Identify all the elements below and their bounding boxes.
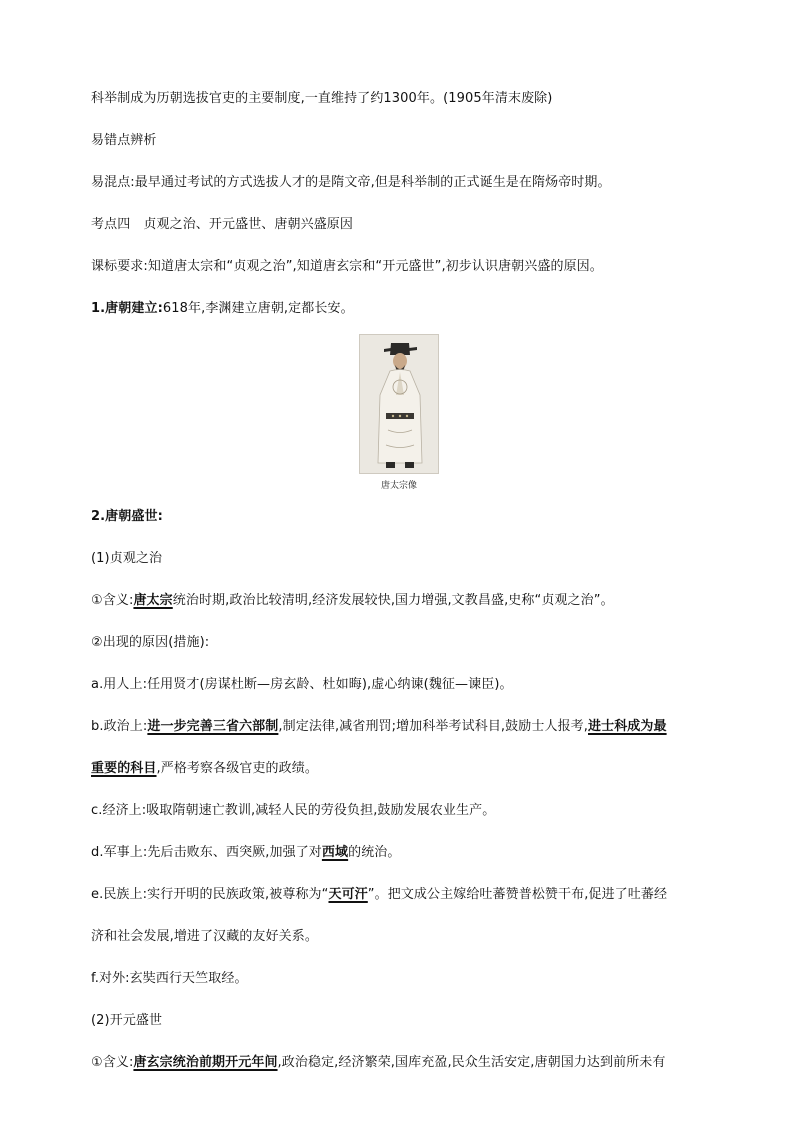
text-segment: e.民族上:实行开明的民族政策,被尊称为“ [91,887,329,902]
text-segment: d.军事上:先后击败东、西突厥,加强了对 [91,845,322,860]
paragraph-economy: c.经济上:吸取隋朝速亡教训,减轻人民的劳役负担,鼓励发展农业生产。 [91,803,496,818]
figure-tang-taizong [359,334,439,491]
text-segment: 的统治。 [348,845,401,860]
paragraph-curriculum-requirement: 课标要求:知道唐太宗和“贞观之治”,知道唐玄宗和“开元盛世”,初步认识唐朝兴盛的原因。 [91,259,603,274]
text-segment: 统治时期,政治比较清明,经济发展较快,国力增强,文教昌盛,史称“贞观之治”。 [172,593,614,608]
heading-zhenguan-reasons: ②出现的原因(措施): [91,635,210,650]
section-error-analysis: 易错点辨析 [91,133,157,148]
text-segment: ①含义: [91,593,134,608]
keyword-tian-kehan: 天可汗 [328,887,368,902]
heading-zhenguan: (1)贞观之治 [91,551,163,566]
paragraph-ethnic-cont: 济和社会发展,增进了汉藏的友好关系。 [91,929,318,944]
keyword-kaiyuan-era: 唐玄宗统治前期开元年间 [133,1055,278,1070]
heading-tang-prosperity: 2.唐朝盛世: [91,509,163,524]
figure-caption: 唐太宗像 [380,481,417,491]
paragraph-politics-cont [91,760,704,778]
label-tang-founding: 1.唐朝建立: [91,301,163,316]
keyword-tang-taizong: 唐太宗 [133,593,173,608]
text-segment: ,制定法律,减省刑罚;增加科举考试科目,鼓励士人报考, [278,719,588,734]
keyword-western-regions: 西域 [321,845,349,860]
text-segment: ①含义: [91,1055,134,1070]
text-segment: ,严格考察各级官吏的政绩。 [156,761,318,776]
portrait-image [359,334,439,474]
paragraph-keju-duration: 科举制成为历朝选拔官吏的主要制度,一直维持了约1300年。(1905年清末废除) [91,91,553,106]
heading-kaodian-4: 考点四 贞观之治、开元盛世、唐朝兴盛原因 [91,217,354,232]
paragraph-personnel: a.用人上:任用贤才(房谋杜断—房玄龄、杜如晦),虚心纳谏(魏征—谏臣)。 [91,677,513,692]
paragraph-kaiyuan-meaning [91,1054,704,1072]
paragraph-military [91,844,704,862]
keyword-three-departments: 进一步完善三省六部制 [147,719,279,734]
paragraph-tang-founding [91,300,704,318]
heading-kaiyuan: (2)开元盛世 [91,1013,163,1028]
text-segment: b.政治上: [91,719,148,734]
paragraph-confusion-point: 易混点:最早通过考试的方式选拔人才的是隋文帝,但是科举制的正式诞生是在隋炀帝时期。 [91,175,611,190]
paragraph-ethnic [91,886,704,904]
text-segment: ”。把文成公主嫁给吐蕃赞普松赞干布,促进了吐蕃经 [367,887,668,902]
text-segment: ,政治稳定,经济繁荣,国库充盈,民众生活安定,唐朝国力达到前所未有 [277,1055,666,1070]
keyword-jinshi: 进士科成为最 [588,719,667,734]
paragraph-zhenguan-meaning [91,592,704,610]
text-tang-founding: 618年,李渊建立唐朝,定都长安。 [162,301,354,316]
paragraph-politics [91,718,704,736]
emperor-portrait-icon [360,335,439,474]
paragraph-foreign: f.对外:玄奘西行天竺取经。 [91,971,248,986]
keyword-important-subject: 重要的科目 [91,761,157,776]
